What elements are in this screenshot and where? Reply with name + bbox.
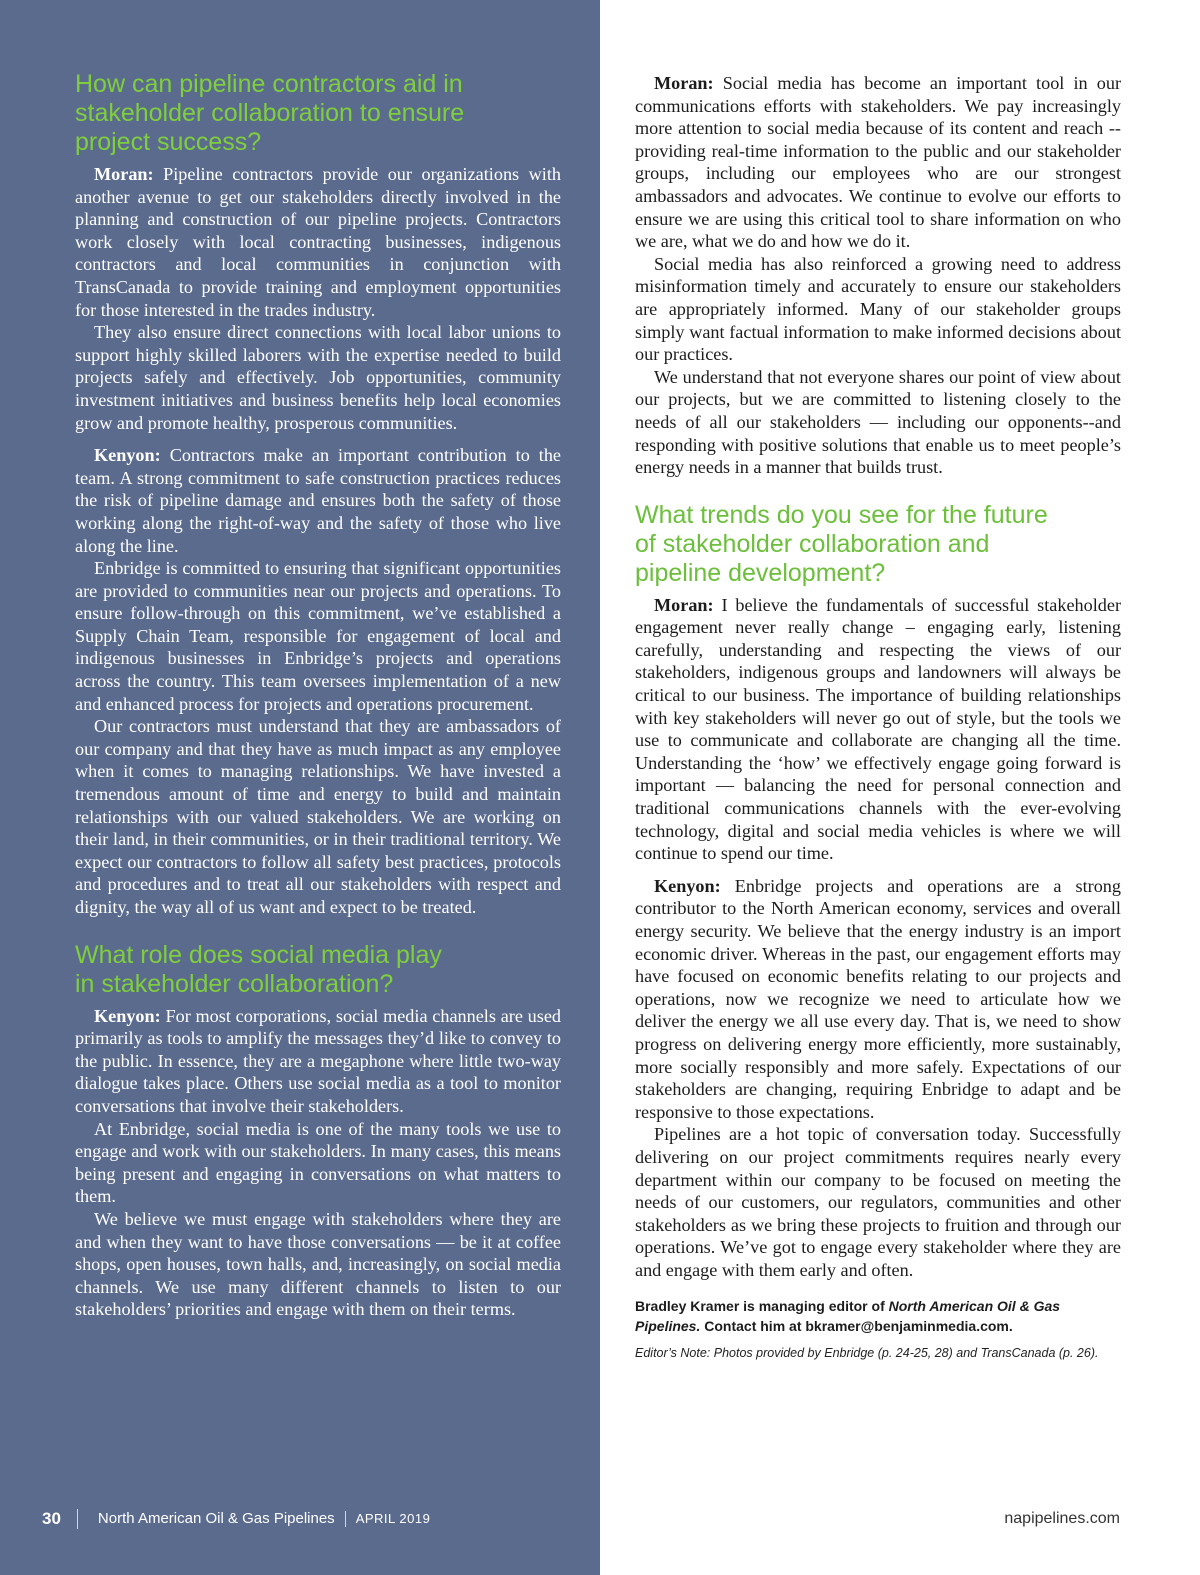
page-number: 30	[42, 1509, 61, 1528]
answer-paragraph: We understand that not everyone shares our point of view about our projects, but we are committed to listening closely to the needs of all our stakeholders — including our opponents--and responding with positive solutions that enable us to meet people’s energy needs in a manner that builds trust.	[635, 366, 1121, 478]
answer-paragraph: At Enbridge, social media is one of the many tools we use to engage and work with our stakeholders. In many cases, this means being present and engaging in conversations on what matters to them.	[75, 1118, 561, 1207]
author-credit	[635, 1296, 1121, 1336]
speaker-name: Kenyon:	[94, 445, 161, 466]
answer-paragraph: They also ensure direct connections with local labor unions to support highly skilled laborers with the expertise needed to build projects safely and effectively. Job opportunities, community investment initiatives and business benefits help local economies grow and promote healthy, prosperous communities.	[75, 322, 561, 433]
answer-paragraph	[75, 444, 561, 557]
answer-paragraph	[635, 72, 1121, 253]
answer-paragraph: Pipelines are a hot topic of conversation today. Successfully delivering on our project commitments requires nearly every department within our company to be focused on meeting the needs of our customers, our regulators, communities and other stakeholders as we bring these projects to fruition and through our operations. We’ve got to engage every stakeholder where they are and engage with them early and often.	[635, 1124, 1121, 1280]
footer-divider	[77, 1509, 78, 1529]
answer-text: Pipeline contractors provide our organizations with another avenue to get our stakeholders directly involved in the planning and construction of our pipeline projects. Contractors work closely with local contracting businesses, indigenous contractors and local communities in conjunction with TransCanada to provide training and employment opportunities for those interested in the trades industry.	[75, 164, 561, 320]
answer-paragraph	[635, 875, 1121, 1124]
publication-name: North American Oil & Gas Pipelines	[97, 1510, 335, 1527]
website-url: napipelines.com	[1004, 1510, 1120, 1527]
speaker-name: Kenyon:	[94, 1005, 161, 1026]
answer-text: Enbridge projects and operations are a strong contributor to the North American economy, services and overall energy security. We believe that the energy industry is an import economic driver. Whereas in the past, our engagement efforts may have focused on economic benefits relating to our projects and operations, now we recognize we need to articulate how we deliver the energy we all use every day. That is, we need to show progress on delivering energy more efficiently, more sustainably, more socially responsibly and more safely. Expectations of our stakeholders are changing, requiring Enbridge to adapt and be responsive to those expectations.	[635, 875, 1121, 1122]
answer-paragraph	[75, 163, 561, 321]
question-heading-future-trends: What trends do you see for the future of stakeholder collaboration and pipeline development?	[635, 500, 1048, 587]
right-column	[635, 72, 1121, 1360]
speaker-name: Moran:	[654, 594, 714, 615]
editor-note: Editor’s Note: Photos provided by Enbridge (p. 24-25, 28) and TransCanada (p. 26).	[635, 1345, 1099, 1360]
speaker-name: Kenyon:	[654, 875, 721, 896]
answer-paragraph: Enbridge is committed to ensuring that significant opportunities are provided to communities near our projects and operations. To ensure follow-through on this commitment, we’ve established a Supply Chain Team, responsible for engagement of local and indigenous businesses in Enbridge’s projects and operations across the country. This team oversees implementation of a new and enhanced process for projects and operations procurement.	[75, 558, 561, 714]
answer-text: For most corporations, social media channels are used primarily as tools to amplify the messages they’d like to convey to the public. In essence, they are a megaphone where little two-way dialogue takes place. Others use social media as a tool to monitor conversations that involve their stakeholders.	[75, 1005, 562, 1116]
question-heading-contractors: How can pipeline contractors aid in stakeholder collaboration to ensure project success?	[75, 70, 465, 156]
speaker-name: Moran:	[94, 164, 154, 184]
answer-paragraph	[635, 594, 1121, 865]
answer-text: Contractors make an important contribution to the team. A strong commitment to safe construction practices reduces the risk of pipeline damage and ensures both the safety of those working along the right-of-way and the safety of those who live along the line.	[75, 445, 561, 556]
footer-left	[42, 1509, 430, 1529]
footer-divider	[345, 1511, 346, 1527]
answer-paragraph: Our contractors must understand that they are ambassadors of our company and that they have as much impact as any employee when it comes to managing relationships. We have invested a tremendous amount of time and energy to build and maintain relationships with our valued stakeholders. We are working on their land, in their communities, or in their traditional territory. We expect our contractors to follow all safety best practices, protocols and procedures and to treat all our stakeholders with respect and dignity, the way all of us want and expect to be treated.	[75, 716, 561, 917]
answer-paragraph: We believe we must engage with stakeholders where they are and when they want to have those conversations — be it at coffee shops, open houses, town halls, and, increasingly, on social media channels. We use many different channels to listen to our stakeholders’ priorities and engage with them on their terms.	[75, 1208, 561, 1320]
left-column	[75, 70, 561, 1321]
issue-month: APRIL 2019	[355, 1511, 431, 1526]
answer-text: I believe the fundamentals of successful stakeholder engagement never really change – engaging early, listening carefully, understanding and respecting the views of our stakeholders, indigenous groups and landowners will always be critical to our business. The importance of building relationships with key stakeholders will never go out of style, but the tools we use to communicate and collaborate are changing all the time. Understanding the ‘how’ we effectively engage going forward is important — balancing the need for personal connection and traditional communications channels with the ever-evolving technology, digital and social media vehicles is where we will continue to spend our time.	[635, 594, 1122, 864]
answer-paragraph: Social media has also reinforced a growing need to address misinformation timely and accurately to ensure our stakeholders are appropriately informed. Many of our stakeholder groups simply want factual information to make informed decisions about our practices.	[635, 253, 1121, 365]
credit-contact: Contact him at bkramer@benjaminmedia.com.	[700, 1317, 1013, 1334]
answer-text: Social media has become an important tool in our communications efforts with stakeholders. We pay increasingly more attention to social media because of its content and reach --providing real-time information to the public and our stakeholder groups, including our employees who are our strongest ambassadors and advocates. We continue to evolve our efforts to ensure we are using this critical tool to share information on who we are, what we do and how we do it.	[635, 73, 1121, 252]
credit-publication: North American Oil & Gas Pipelines.	[635, 1297, 1061, 1334]
speaker-name: Moran:	[654, 73, 714, 93]
answer-paragraph	[75, 1005, 561, 1118]
question-heading-social-media: What role does social media play in stakeholder collaboration?	[75, 940, 442, 998]
credit-text: Bradley Kramer is managing editor of	[635, 1297, 889, 1314]
